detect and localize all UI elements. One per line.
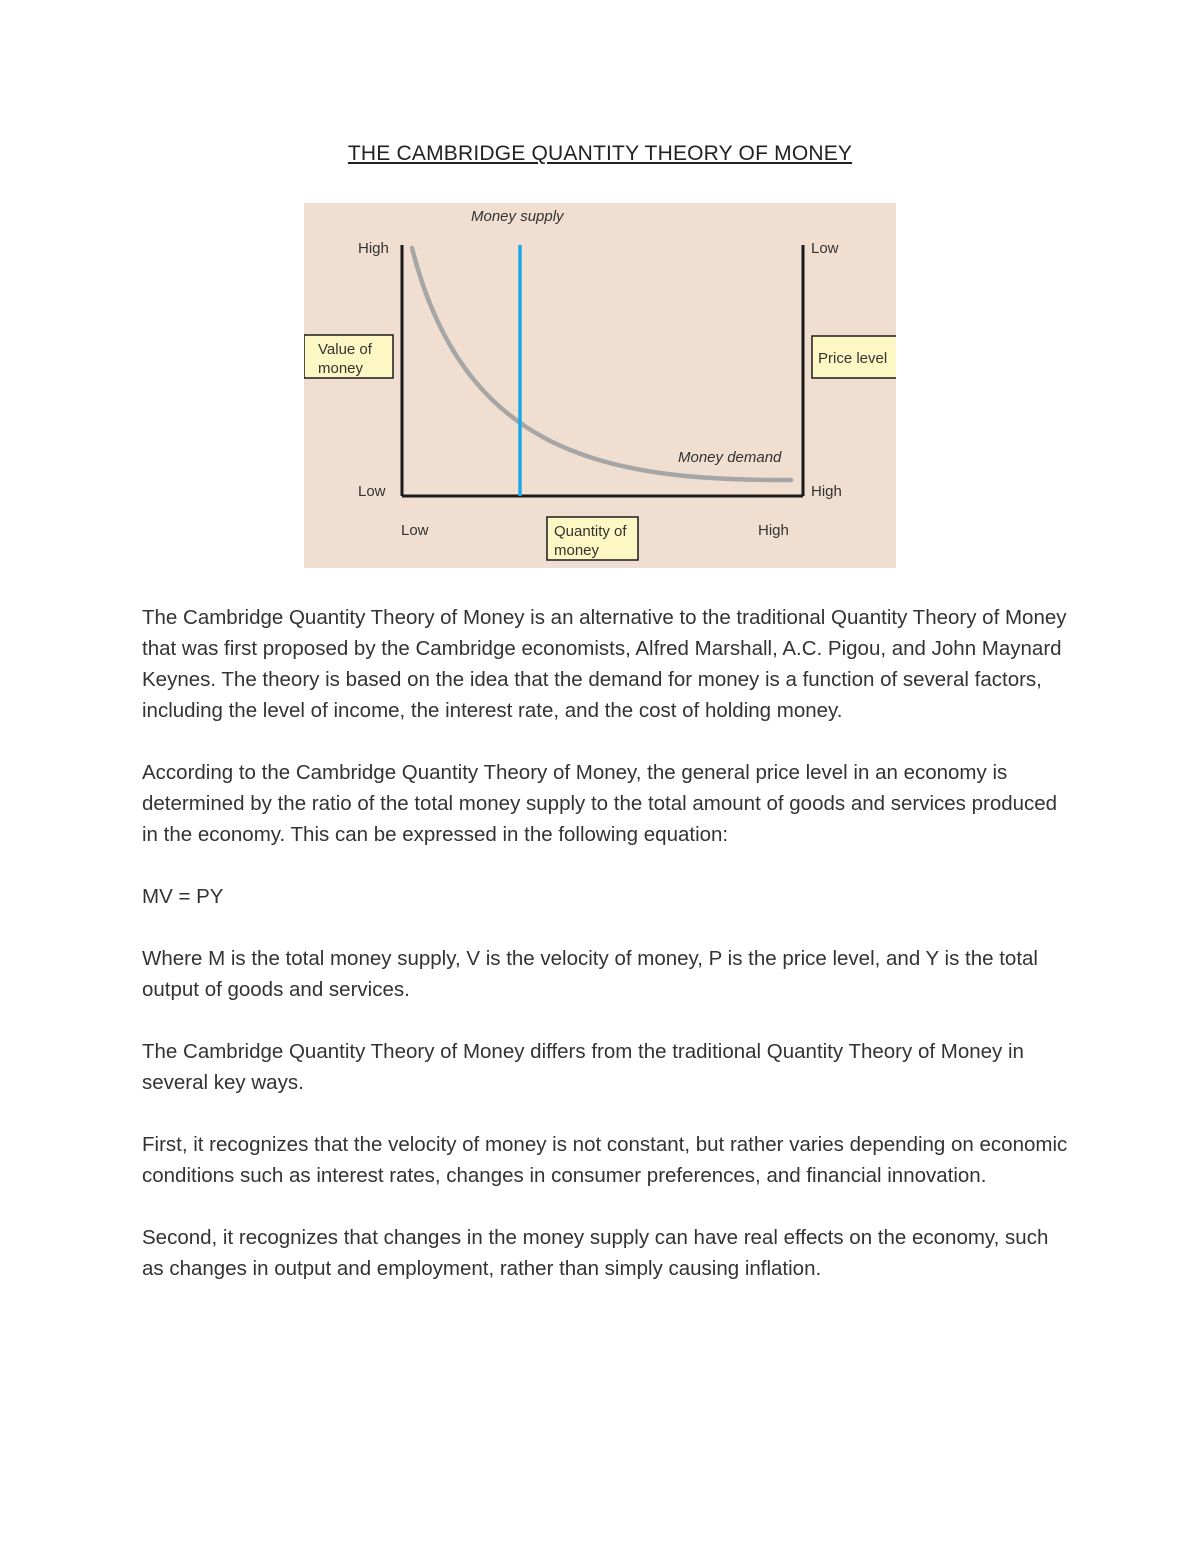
- right-axis-top-label: Low: [811, 240, 839, 257]
- left-axis-top-label: High: [358, 240, 389, 257]
- x-axis-right-label: High: [758, 522, 789, 539]
- paragraph-first: First, it recognizes that the velocity of money is not constant, but rather varies depending on economic conditions such as interest rates, changes in consumer preferences, and financial innovation.: [142, 1133, 1068, 1187]
- paragraph-price-level: According to the Cambridge Quantity Theory of Money, the general price level in an economy is determined by the ratio of the total money supply to the total amount of goods and services produced in the economy. This can be expressed in the following equation:: [142, 761, 1058, 846]
- x-axis-left-label: Low: [401, 522, 429, 539]
- quantity-of-money-box: [547, 517, 638, 560]
- money-diagram-svg: [304, 203, 896, 568]
- paragraph-differences: The Cambridge Quantity Theory of Money differs from the traditional Quantity Theory of Money in several key ways.: [142, 1040, 1024, 1094]
- body-text: [142, 602, 1072, 1315]
- right-axis-bottom-label: High: [811, 483, 842, 500]
- paragraph-intro: The Cambridge Quantity Theory of Money is an alternative to the traditional Quantity Theory of Money that was first proposed by the Cambridge economists, Alfred Marshall, A.C. Pigou, and John Maynard Keynes. The theory is based on the idea that the demand for money is a function of several factors, including the level of income, the interest rate, and the cost of holding money.: [142, 606, 1067, 722]
- quantity-of-money-line2: money: [554, 542, 600, 559]
- money-supply-label: Money supply: [471, 208, 564, 225]
- diagram-background: [304, 203, 896, 568]
- paragraph-definitions: Where M is the total money supply, V is the velocity of money, P is the price level, and Y is the total output of goods and services.: [142, 947, 1038, 1001]
- price-level-box: [812, 336, 896, 378]
- quantity-of-money-line1: Quantity of: [554, 523, 627, 540]
- paragraph-second: Second, it recognizes that changes in the money supply can have real effects on the economy, such as changes in output and employment, rather than simply causing inflation.: [142, 1226, 1049, 1280]
- equation: MV = PY: [142, 885, 224, 908]
- left-axis-bottom-label: Low: [358, 483, 386, 500]
- value-of-money-box: [304, 335, 393, 378]
- money-diagram: [304, 203, 896, 568]
- page-title: THE CAMBRIDGE QUANTITY THEORY OF MONEY: [347, 142, 853, 165]
- value-of-money-line2: money: [318, 360, 364, 377]
- price-level-label: Price level: [818, 350, 888, 367]
- value-of-money-line1: Value of: [318, 341, 372, 358]
- money-demand-label: Money demand: [678, 449, 782, 466]
